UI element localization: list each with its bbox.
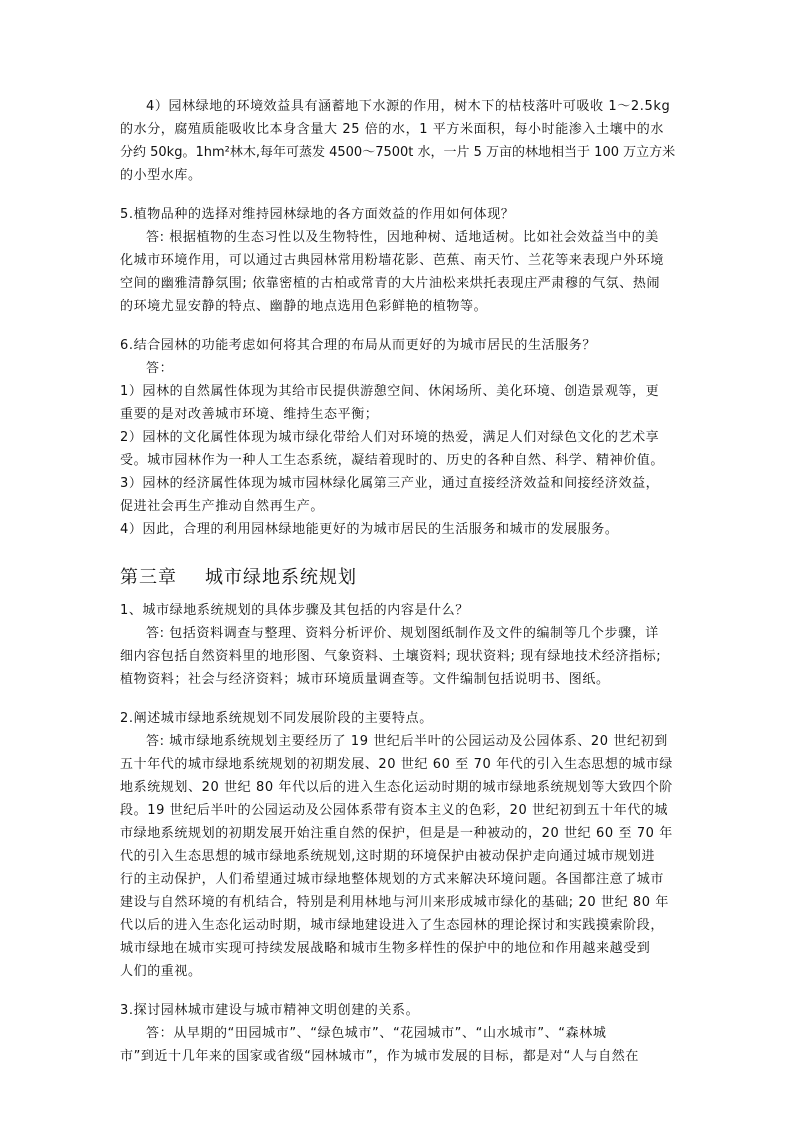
text-line: 2）园林的文化属性体现为城市绿化带给人们对环境的热爱，满足人们对绿色文化的艺术享 (120, 430, 660, 445)
text-line: 答：从早期的“田园城市”、“绿色城市”、“花园城市”、“山水城市”、“森林城 (146, 1026, 607, 1041)
text-line: 建设与自然环境的有机结合，特别是利用林地与河川来形成城市绿化的基础; 20 世纪 80 年 (120, 895, 669, 910)
chapter-number: 第三章 (120, 567, 177, 588)
text-line: 答: 根据植物的生态习性以及生物特性，因地种树、适地适树。比如社会效益当中的美 (146, 230, 659, 245)
text-line: 植物资料；社会与经济资料；城市环境质量调查等。文件编制包括说明书、图纸。 (120, 672, 610, 687)
answer-label: 答： (146, 361, 174, 376)
question-5-title: 5.植物品种的选择对维持园林绿地的各方面效益的作用如何体现？ (120, 207, 515, 222)
chapter3-question-1-title: 1、城市绿地系统规划的具体步骤及其包括的内容是什么？ (120, 603, 469, 618)
text-line: 市绿地系统规划的初期发展开始注重自然的保护，但是是一种被动的，20 世纪 60 至 70 年 (120, 826, 673, 841)
text-line: 4）因此，合理的利用园林绿地能更好的为城市居民的生活服务和城市的发展服务。 (120, 522, 619, 537)
text-line: 行的主动保护，人们希望通过城市绿地整体规划的方式来解决环境问题。各国都注意了城市 (120, 872, 665, 887)
text-line: 细内容包括自然资料里的地形图、气象资料、土壤资料; 现状资料; 现有绿地技术经济指标; (120, 649, 662, 664)
text-line: 受。城市园林作为一种人工生态系统，凝结着现时的、历史的各种自然、科学、精神价值。 (120, 453, 665, 468)
question-5 (120, 203, 675, 318)
text-line: 段。19 世纪后半叶的公园运动及公园体系带有资本主义的色彩，20 世纪初到五十年代的城 (120, 803, 669, 818)
text-line: 3）园林的经济属性体现为城市园林绿化属第三产业，通过直接经济效益和间接经济效益， (120, 476, 660, 491)
text-line: 重要的是对改善城市环境、维持生态平衡； (120, 407, 379, 422)
text-line: 代的引入生态思想的城市绿地系统规划,这时期的环境保护由被动保护走向通过城市规划进 (120, 849, 656, 864)
text-line: 人们的重视。 (120, 964, 202, 979)
text-line: 4）园林绿地的环境效益具有涵蓄地下水源的作用，树木下的枯枝落叶可吸收 1～2.5kg (146, 99, 671, 114)
question-6 (120, 334, 675, 541)
text-line: 促进社会再生产推动自然再生产。 (120, 499, 325, 514)
text-line: 分约 50kg。1hm²林木,每年可蒸发 4500～7500t 水，一片 5 万亩的林地相当于 100 万立方米 (120, 145, 676, 160)
chapter3-question-2-title: 2.阐述城市绿地系统规划不同发展阶段的主要特点。 (120, 711, 433, 726)
text-line: 答: 城市绿地系统规划主要经历了 19 世纪后半叶的公园运动及公园体系、20 世纪初到 (146, 734, 668, 749)
chapter3-question-1 (120, 599, 675, 691)
chapter-title: 城市绿地系统规划 (205, 567, 357, 588)
question-6-title: 6.结合园林的功能考虑如何将其合理的布局从而更好的为城市居民的生活服务？ (120, 338, 597, 353)
text-line: 的水分，腐殖质能吸收比本身含量大 25 倍的水，1 平方米面积，每小时能渗入土壤中的水 (120, 122, 665, 137)
text-line: 市”到近十几年来的国家或省级“园林城市”，作为城市发展的目标，都是对“人与自然在 (120, 1049, 639, 1064)
document-content (120, 95, 675, 1068)
paragraph-water-retention (120, 95, 675, 187)
text-line: 城市绿地在城市实现可持续发展战略和城市生物多样性的保护中的地位和作用越来越受到 (120, 941, 651, 956)
text-line: 五十年代的城市绿地系统规划的初期发展、20 世纪 60 至 70 年代的引入生态思想的城市绿 (120, 757, 673, 772)
text-line: 的小型水库。 (120, 168, 202, 183)
text-line: 1）园林的自然属性体现为其给市民提供游憩空间、休闲场所、美化环境、创造景观等，更 (120, 384, 660, 399)
text-line: 代以后的进入生态化运动时期，城市绿地建设进入了生态园林的理论探讨和实践摸索阶段， (120, 918, 665, 933)
chapter3-question-3-title: 3.探讨园林城市建设与城市精神文明创建的关系。 (120, 1003, 420, 1018)
text-line: 答: 包括资料调查与整理、资料分析评价、规划图纸制作及文件的编制等几个步骤，详 (146, 626, 659, 641)
chapter-heading (120, 563, 675, 593)
text-line: 化城市环境作用，可以通过古典园林常用粉墙花影、芭蕉、南天竹、兰花等来表现户外环境 (120, 253, 665, 268)
chapter3-question-2 (120, 707, 675, 983)
chapter3-question-3 (120, 999, 675, 1068)
text-line: 的环境尤显安静的特点、幽静的地点选用色彩鲜艳的植物等。 (120, 299, 488, 314)
text-line: 空间的幽雅清静氛围; 依靠密植的古柏或常青的大片油松来烘托表现庄严肃穆的气氛、热闹 (120, 276, 661, 291)
text-line: 地系统规划、20 世纪 80 年代以后的进入生态化运动时期的城市绿地系统规划等大致四个阶 (120, 780, 673, 795)
